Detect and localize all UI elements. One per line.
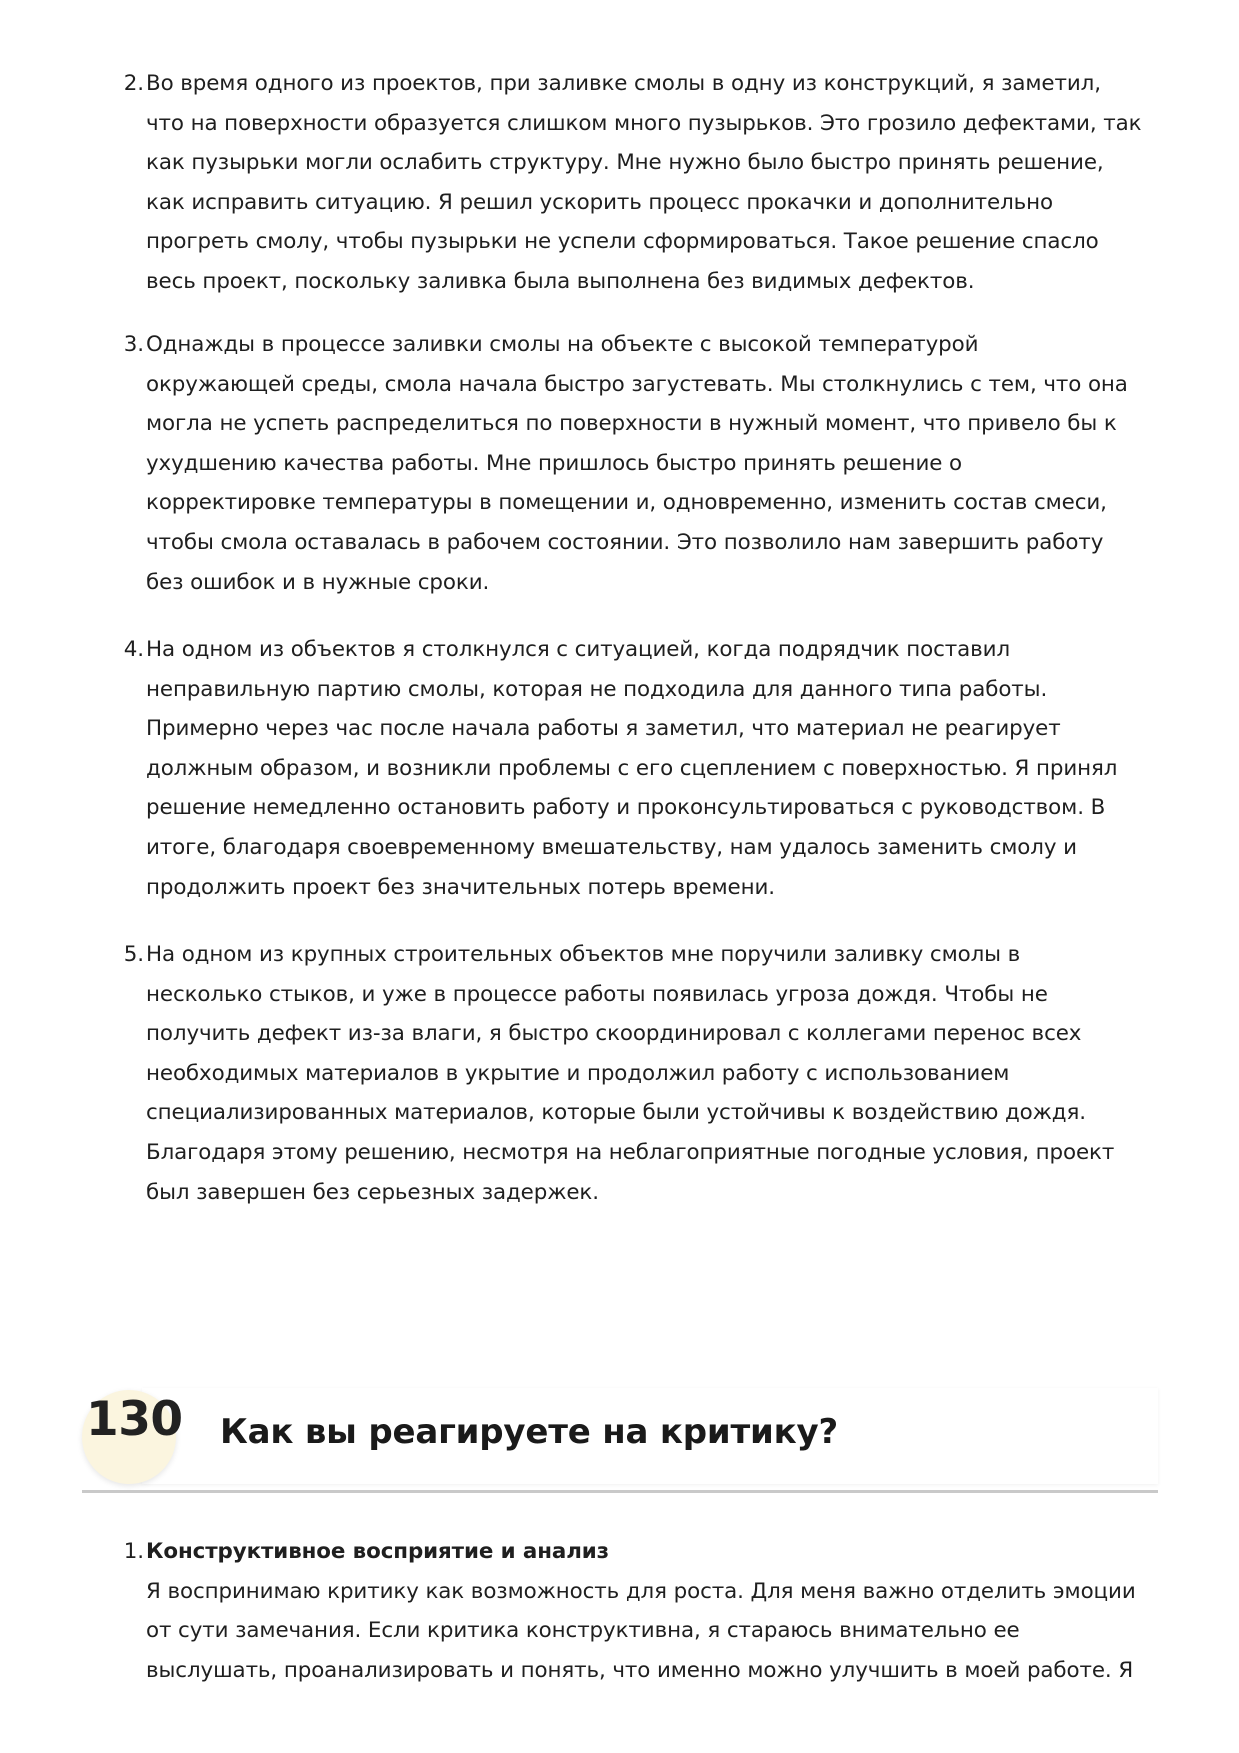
text-line: На одном из крупных строительных объектов мне поручили заливку смолы в <box>146 942 1021 967</box>
text-line: необходимых материалов в укрытие и продолжил работу с использованием <box>146 1060 1010 1086</box>
text-line: несколько стыков, и уже в процессе работы появилась угроза дождя. Чтобы не <box>146 981 1048 1007</box>
text-line: как исправить ситуацию. Я решил ускорить процесс прокачки и дополнительно <box>146 189 1054 215</box>
text-line: могла не успеть распределиться по поверхности в нужный момент, что привело бы к <box>146 411 1117 437</box>
text-line: прогреть смолу, чтобы пузырьки не успели сформироваться. Такое решение спасло <box>146 229 1099 255</box>
text-line: Примерно через час после начала работы я заметил, что материал не реагирует <box>146 716 1061 742</box>
list-item-number: 5. <box>123 942 144 967</box>
list-item-number: 4. <box>123 637 144 662</box>
list-item-text <box>146 1532 1146 1690</box>
text-line: должным образом, и возникли проблемы с его сцеплением с поверхностью. Я принял <box>146 755 1118 781</box>
section-heading <box>82 1374 1158 1492</box>
text-line: Во время одного из проектов, при заливке смолы в одну из конструкций, я заметил, <box>146 71 1101 96</box>
text-line: неправильную партию смолы, которая не подходила для данного типа работы. <box>146 676 1048 702</box>
text-line: что на поверхности образуется слишком много пузырьков. Это грозило дефектами, так <box>146 110 1142 136</box>
section-divider <box>82 1490 1158 1493</box>
text-line: как пузырьки могли ослабить структуру. Мне нужно было быстро принять решение, <box>146 150 1104 176</box>
text-line: весь проект, поскольку заливка была выполнена без видимых дефектов. <box>146 268 975 294</box>
text-line: ухудшению качества работы. Мне пришлось быстро принять решение о <box>146 450 962 476</box>
text-line: итоге, благодаря своевременному вмешательству, нам удалось заменить смолу и <box>146 834 1077 860</box>
list-item-text <box>146 64 1146 302</box>
text-line: окружающей среды, смола начала быстро загустевать. Мы столкнулись с тем, что она <box>146 371 1128 397</box>
text-line: чтобы смола оставалась в рабочем состоянии. Это позволило нам завершить работу <box>146 529 1104 555</box>
section-number: 130 <box>86 1392 183 1447</box>
list-item-text <box>146 325 1146 602</box>
text-line: получить дефект из-за влаги, я быстро скоординировал с коллегами перенос всех <box>146 1021 1082 1047</box>
list-item-number: 3. <box>123 332 144 357</box>
text-line: Однажды в процессе заливки смолы на объекте с высокой температурой <box>146 332 979 357</box>
text-line: корректировке температуры в помещении и, одновременно, изменить состав смеси, <box>146 490 1107 516</box>
text-line: от сути замечания. Если критика конструктивна, я стараюсь внимательно ее <box>146 1618 1020 1644</box>
list-item-number: 1. <box>123 1539 144 1564</box>
section-title: Как вы реагируете на критику? <box>220 1412 839 1452</box>
text-line: специализированных материалов, которые были устойчивы к воздействию дождя. <box>146 1100 1086 1126</box>
text-line: Благодаря этому решению, несмотря на неблагоприятные погодные условия, проект <box>146 1139 1115 1165</box>
text-line: решение немедленно остановить работу и проконсультироваться с руководством. В <box>146 795 1106 821</box>
text-line: Я воспринимаю критику как возможность для роста. Для меня важно отделить эмоции <box>146 1578 1136 1604</box>
text-line: без ошибок и в нужные сроки. <box>146 569 490 595</box>
text-line: был завершен без серьезных задержек. <box>146 1179 599 1205</box>
text-line: продолжить проект без значительных потерь времени. <box>146 874 776 900</box>
list-item-number: 2. <box>123 71 144 96</box>
list-item-title: Конструктивное восприятие и анализ <box>146 1539 609 1564</box>
list-item-text <box>146 630 1146 907</box>
list-item-text <box>146 935 1146 1212</box>
text-line: выслушать, проанализировать и понять, что именно можно улучшить в моей работе. Я <box>146 1657 1134 1683</box>
text-line: На одном из объектов я столкнулся с ситуацией, когда подрядчик поставил <box>146 637 1011 662</box>
